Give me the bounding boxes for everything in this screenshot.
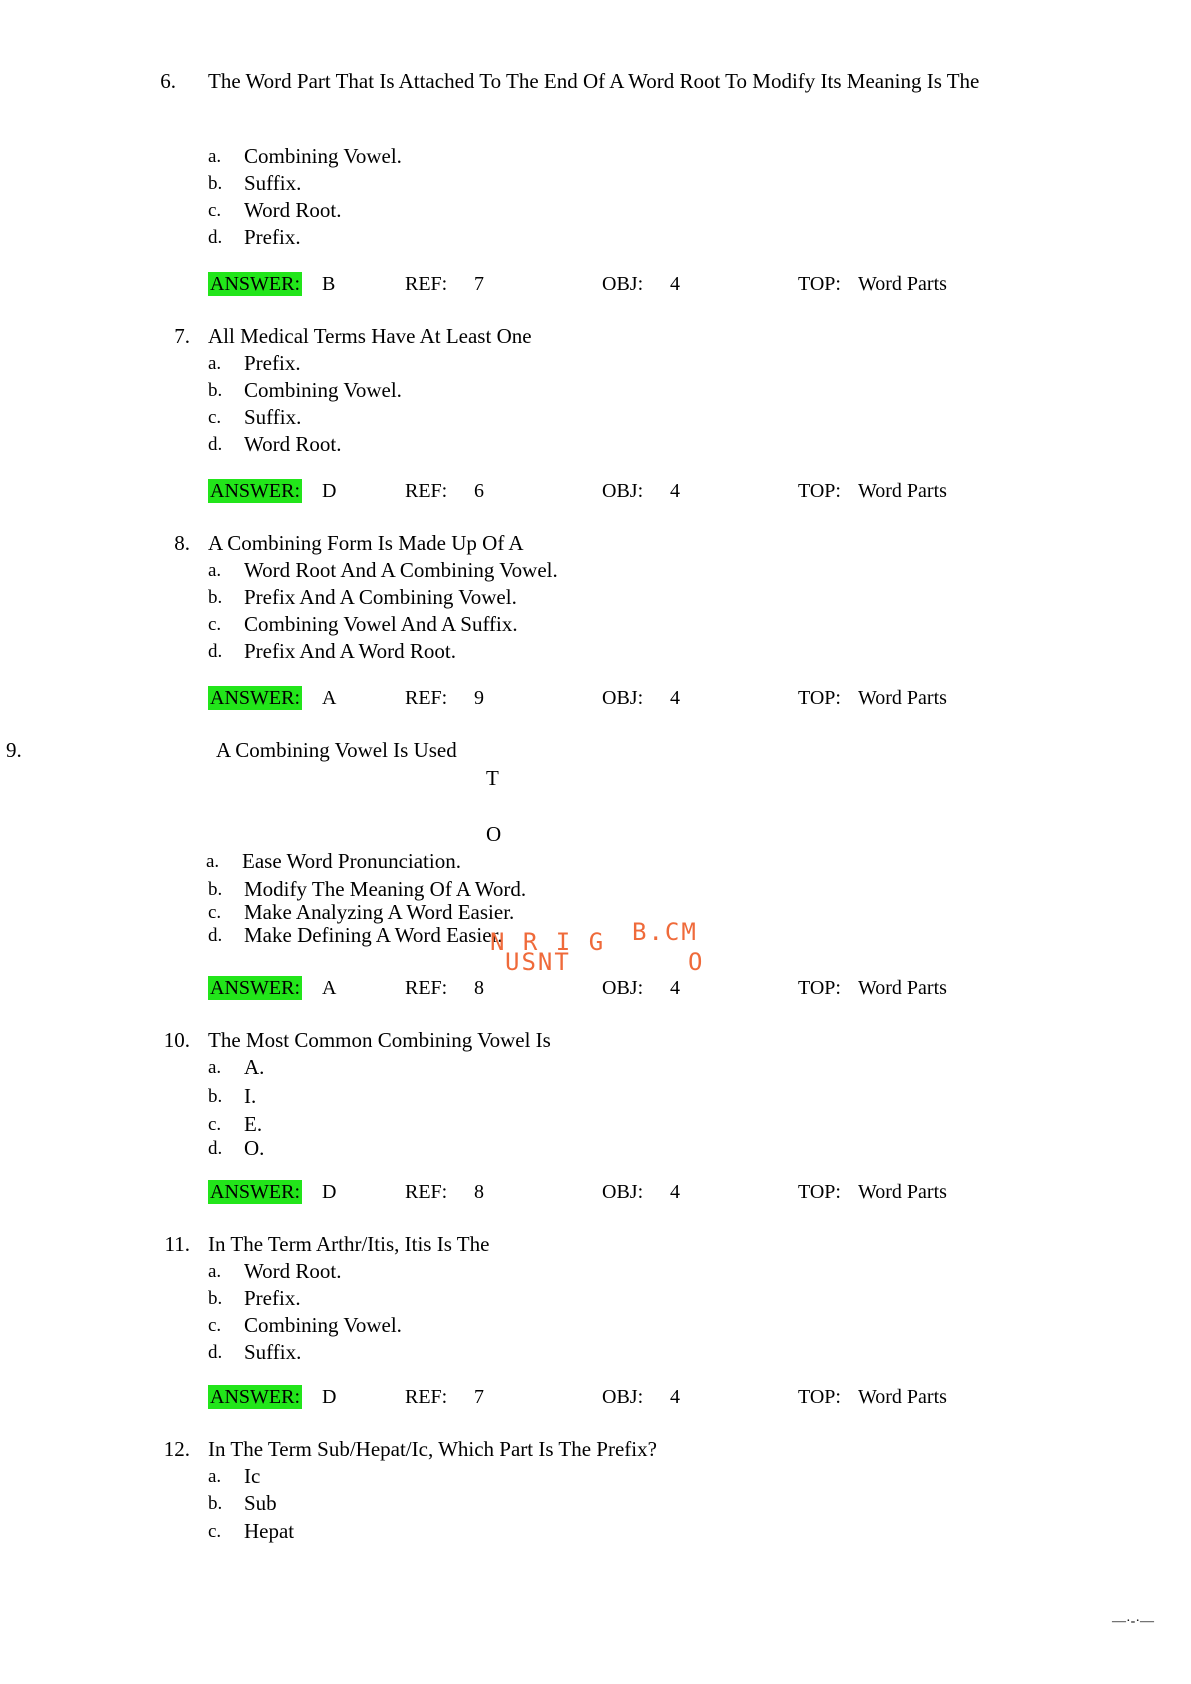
option-text: Combining Vowel And A Suffix. xyxy=(244,612,518,636)
top-value: Word Parts xyxy=(858,1386,947,1408)
option-text: Prefix. xyxy=(244,1286,301,1310)
option-letter: d. xyxy=(208,641,223,662)
watermark-text: USNT xyxy=(505,948,571,976)
option-letter: b. xyxy=(208,879,223,900)
option-letter: b. xyxy=(208,587,223,608)
option-text: Modify The Meaning Of A Word. xyxy=(244,877,527,901)
option-letter: a. xyxy=(208,560,222,581)
option-text: Combining Vowel. xyxy=(244,378,402,402)
ref-label: REF: xyxy=(405,977,448,999)
option-text: Hepat xyxy=(244,1519,295,1543)
question-text: The Most Common Combining Vowel Is xyxy=(208,1028,551,1052)
option-letter: c. xyxy=(208,200,222,221)
answer-label: ANSWER: xyxy=(210,977,300,999)
obj-value: 4 xyxy=(670,1181,680,1203)
top-value: Word Parts xyxy=(858,1181,947,1203)
obj-label: OBJ: xyxy=(602,273,644,295)
answer-value: A xyxy=(322,977,337,999)
ref-value: 8 xyxy=(474,1181,484,1203)
answer-value: D xyxy=(322,480,337,502)
option-text: E. xyxy=(244,1112,263,1136)
question-text: A Combining Form Is Made Up Of A xyxy=(208,531,524,555)
top-value: Word Parts xyxy=(858,977,947,999)
option-text: O. xyxy=(244,1136,265,1160)
ref-value: 7 xyxy=(474,273,484,295)
question-number: 8. xyxy=(174,531,190,555)
option-text: Prefix. xyxy=(244,225,301,249)
option-letter: b. xyxy=(208,1086,223,1107)
option-text: Suffix. xyxy=(244,171,302,195)
option-text: Combining Vowel. xyxy=(244,1313,402,1337)
top-label: TOP: xyxy=(798,273,841,295)
top-label: TOP: xyxy=(798,687,841,709)
option-text: Suffix. xyxy=(244,1340,302,1364)
option-text: Make Analyzing A Word Easier. xyxy=(244,900,515,924)
ref-value: 7 xyxy=(474,1386,484,1408)
option-letter: d. xyxy=(208,925,223,946)
answer-row xyxy=(208,1181,302,1204)
answer-label: ANSWER: xyxy=(210,273,300,295)
top-label: TOP: xyxy=(798,480,841,502)
option-letter: a. xyxy=(208,146,222,167)
ref-value: 9 xyxy=(474,687,484,709)
option-letter: a. xyxy=(208,1057,222,1078)
answer-value: A xyxy=(322,687,337,709)
obj-label: OBJ: xyxy=(602,1386,644,1408)
option-text: Ic xyxy=(244,1464,261,1488)
option-letter: a. xyxy=(208,1466,222,1487)
option-letter: c. xyxy=(208,1114,222,1135)
obj-value: 4 xyxy=(670,687,680,709)
answer-value: B xyxy=(322,273,336,295)
answer-row xyxy=(208,480,302,503)
option-text: A. xyxy=(244,1055,265,1079)
option-letter: d. xyxy=(208,434,223,455)
top-label: TOP: xyxy=(798,1386,841,1408)
option-text: Word Root. xyxy=(244,432,342,456)
answer-label: ANSWER: xyxy=(210,1386,300,1408)
option-letter: a. xyxy=(206,851,220,872)
option-text: Suffix. xyxy=(244,405,302,429)
question-number: 9. xyxy=(6,738,22,762)
option-letter: d. xyxy=(208,1138,223,1159)
question-text: All Medical Terms Have At Least One xyxy=(208,324,532,348)
obj-label: OBJ: xyxy=(602,1181,644,1203)
option-text: Sub xyxy=(244,1491,277,1515)
answer-row xyxy=(208,977,302,1000)
corner-mark: —·-·— xyxy=(1112,1614,1154,1629)
option-text: Prefix And A Word Root. xyxy=(244,639,457,663)
option-letter: c. xyxy=(208,614,222,635)
watermark-text: N R I G xyxy=(490,928,606,956)
option-letter: b. xyxy=(208,380,223,401)
answer-value: D xyxy=(322,1181,337,1203)
obj-value: 4 xyxy=(670,977,680,999)
option-text: Word Root. xyxy=(244,198,342,222)
obj-label: OBJ: xyxy=(602,480,644,502)
ref-label: REF: xyxy=(405,480,448,502)
option-letter: b. xyxy=(208,1493,223,1514)
top-value: Word Parts xyxy=(858,687,947,709)
ref-value: 6 xyxy=(474,480,484,502)
stray-letter: T xyxy=(486,766,499,790)
option-text: Prefix. xyxy=(244,351,301,375)
option-text: Prefix And A Combining Vowel. xyxy=(244,585,517,609)
top-label: TOP: xyxy=(798,1181,841,1203)
option-letter: c. xyxy=(208,1315,222,1336)
option-letter: b. xyxy=(208,173,223,194)
obj-label: OBJ: xyxy=(602,687,644,709)
option-letter: b. xyxy=(208,1288,223,1309)
answer-label: ANSWER: xyxy=(210,687,300,709)
obj-label: OBJ: xyxy=(602,977,644,999)
option-text: Combining Vowel. xyxy=(244,144,402,168)
ref-label: REF: xyxy=(405,1181,448,1203)
ref-label: REF: xyxy=(405,687,448,709)
answer-label: ANSWER: xyxy=(210,480,300,502)
answer-row xyxy=(208,687,302,710)
option-letter: a. xyxy=(208,353,222,374)
top-label: TOP: xyxy=(798,977,841,999)
top-value: Word Parts xyxy=(858,480,947,502)
question-number: 7. xyxy=(174,324,190,348)
question-text: The Word Part That Is Attached To The End Of A Word Root To Modify Its Meaning Is The xyxy=(208,69,980,93)
option-letter: d. xyxy=(208,227,223,248)
option-letter: d. xyxy=(208,1342,223,1363)
option-text: Make Defining A Word Easier. xyxy=(244,923,503,947)
option-letter: c. xyxy=(208,1521,222,1542)
watermark-text: B.CM xyxy=(632,918,698,946)
answer-row xyxy=(208,273,302,296)
question-number: 12. xyxy=(163,1437,190,1461)
option-text: Word Root. xyxy=(244,1259,342,1283)
question-number: 10. xyxy=(163,1028,190,1052)
watermark-text: O xyxy=(688,948,705,976)
option-letter: c. xyxy=(208,902,222,923)
question-text: A Combining Vowel Is Used xyxy=(216,738,457,762)
option-letter: a. xyxy=(208,1261,222,1282)
ref-label: REF: xyxy=(405,1386,448,1408)
option-text: I. xyxy=(244,1084,257,1108)
obj-value: 4 xyxy=(670,1386,680,1408)
answer-row xyxy=(208,1386,302,1409)
question-text: In The Term Sub/Hepat/Ic, Which Part Is The Prefix? xyxy=(208,1437,657,1461)
obj-value: 4 xyxy=(670,480,680,502)
obj-value: 4 xyxy=(670,273,680,295)
answer-value: D xyxy=(322,1386,337,1408)
ref-label: REF: xyxy=(405,273,448,295)
question-number: 6. xyxy=(160,69,176,93)
option-text: Word Root And A Combining Vowel. xyxy=(244,558,558,582)
top-value: Word Parts xyxy=(858,273,947,295)
option-text: Ease Word Pronunciation. xyxy=(242,849,461,873)
question-text: In The Term Arthr/Itis, Itis Is The xyxy=(208,1232,490,1256)
ref-value: 8 xyxy=(474,977,484,999)
answer-label: ANSWER: xyxy=(210,1181,300,1203)
stray-letter: O xyxy=(486,822,502,846)
option-letter: c. xyxy=(208,407,222,428)
question-number: 11. xyxy=(164,1232,190,1256)
